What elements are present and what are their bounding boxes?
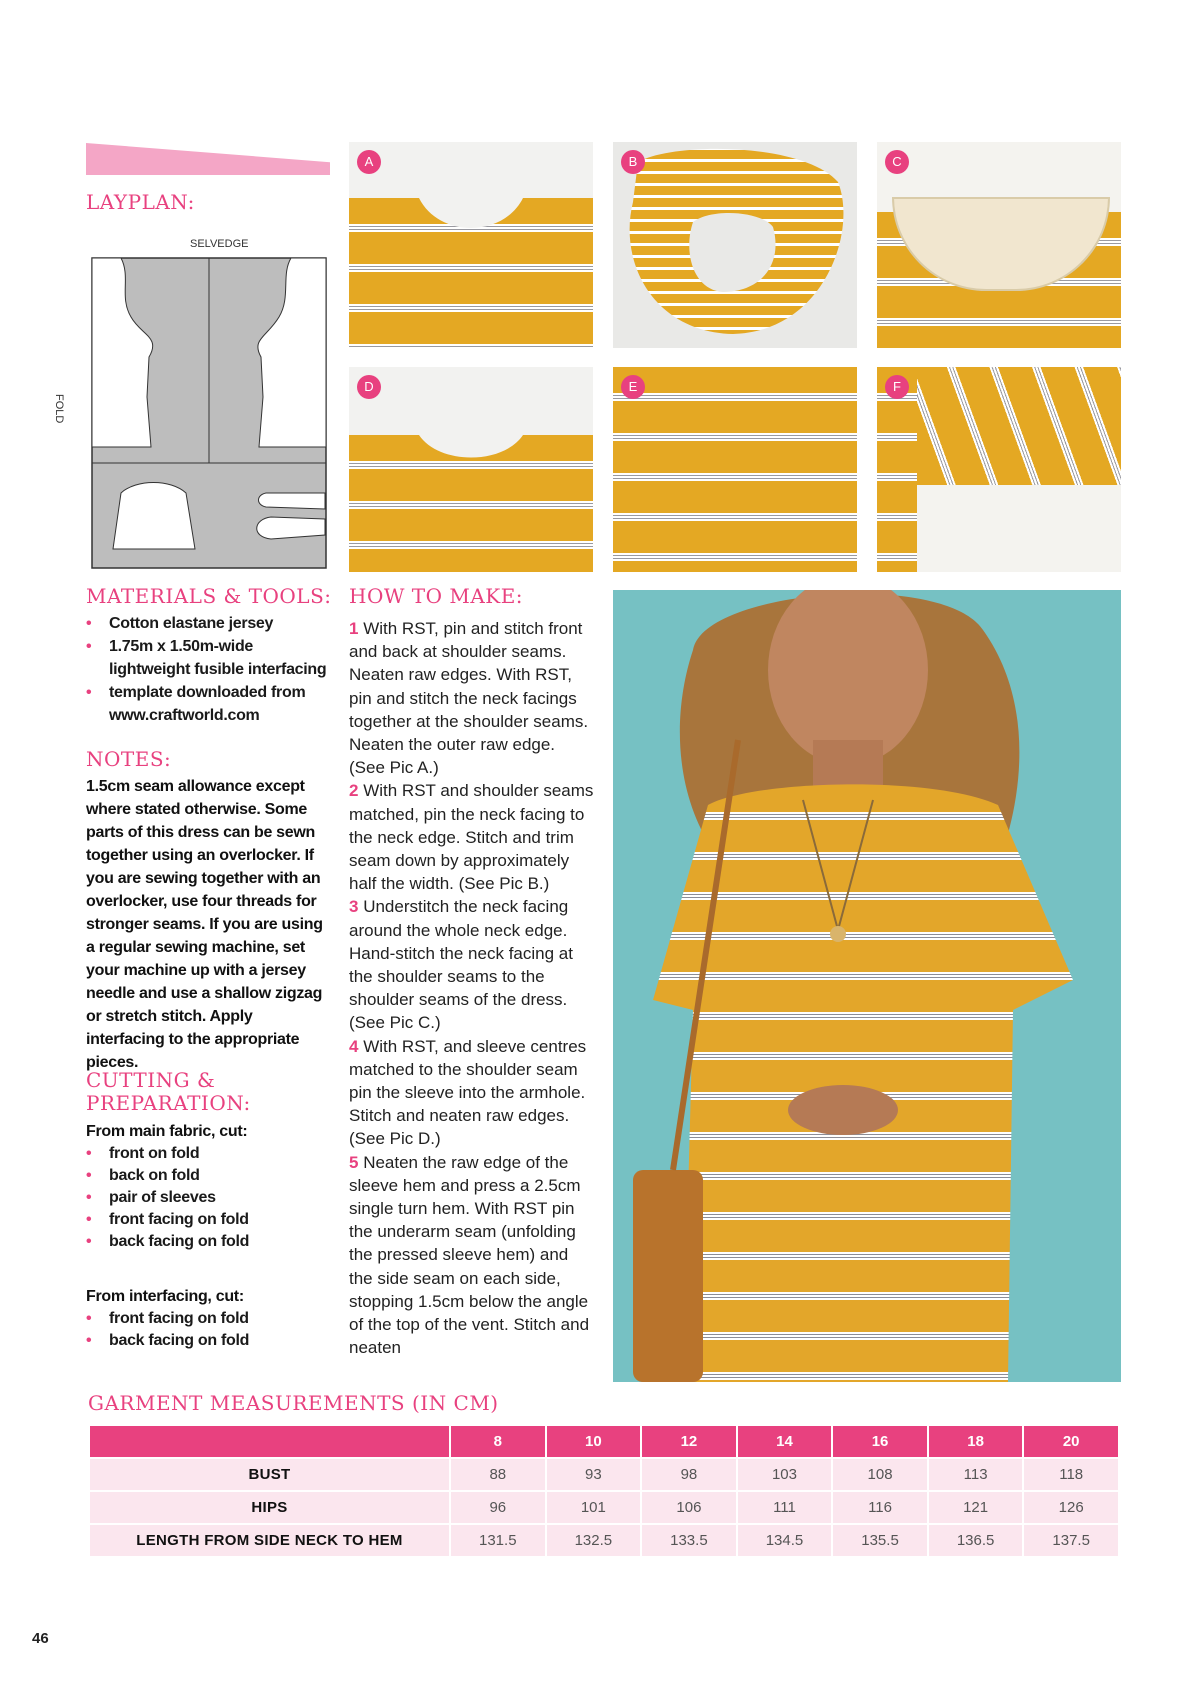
size-header: 16 [833,1426,927,1459]
model-photo [613,590,1121,1382]
howto-step: 2 With RST and shoulder seams matched, pin the neck facing to the neck edge. Stitch and trim seam down by approximately half the width. (See Pic B.) [349,781,594,894]
table-cell: 108 [833,1459,927,1492]
size-header: 10 [547,1426,641,1459]
table-cell: 126 [1024,1492,1118,1525]
table-cell: 132.5 [547,1525,641,1558]
table-cell: 118 [1024,1459,1118,1492]
table-cell: 134.5 [738,1525,832,1558]
howto-step: 3 Understitch the neck facing around the whole neck edge. Hand-stitch the neck facing at the shoulder seams to the shoulder seams of the dress. (See Pic C.) [349,897,573,1033]
size-header: 18 [929,1426,1023,1459]
sleeve-pattern-piece [113,483,195,550]
materials-title: MATERIALS & TOOLS: [86,584,332,608]
table-cell: 131.5 [451,1525,545,1558]
main-fabric-heading: From main fabric, cut: [86,1123,248,1140]
size-header: 20 [1024,1426,1118,1459]
table-cell: 88 [451,1459,545,1492]
photo-label-f: F [885,375,909,399]
size-header: 14 [738,1426,832,1459]
table-cell: 111 [738,1492,832,1525]
cut-item: • front on fold [86,1143,326,1165]
cut-item: • back on fold [86,1165,326,1187]
main-fabric-list [86,1143,326,1253]
howto-step: 4 With RST, and sleeve centres matched to the shoulder seam pin the sleeve into the armhole. Stitch and neaten raw edges. (See Pic D.) [349,1036,587,1149]
table-row [90,1492,1118,1525]
layplan-diagram [91,257,327,569]
interfacing-list [86,1308,326,1352]
howto-step: 5 Neaten the raw edge of the sleeve hem and press a 2.5cm single turn hem. With RST pin the underarm seam (unfolding the pressed sleeve hem) and the side seam on each side, stopping 1.5cm below the angle of the top of the vent. Stitch and neaten [349,1152,590,1358]
table-row [90,1525,1118,1558]
material-item: • Cotton elastane jersey [86,612,336,635]
table-cell: 106 [642,1492,736,1525]
table-cell: 98 [642,1459,736,1492]
notes-text: 1.5cm seam allowance except where stated otherwise. Some parts of this dress can be sewn together using an overlocker. If you are sewing together with an overlocker, use four threads for stronger seams. If you are using a regular sewing machine, set your machine up with a jersey needle and use a shallow zigzag or stretch stitch. Apply interfacing to the appropriate pieces. [86,778,323,1071]
table-cell: 135.5 [833,1525,927,1558]
table-cell: 121 [929,1492,1023,1525]
layplan-title: LAYPLAN: [86,190,195,214]
table-cell: 137.5 [1024,1525,1118,1558]
cut-item: • front facing on fold [86,1209,326,1231]
photo-label-a: A [357,150,381,174]
cutting-title-line2: PREPARATION: [86,1091,251,1115]
table-cell: 133.5 [642,1525,736,1558]
howto-title: HOW TO MAKE: [349,584,524,608]
material-item: • 1.75m x 1.50m-wide lightweight fusible interfacing [86,635,336,681]
cutting-title-line1: CUTTING & [86,1068,216,1092]
table-cell: 101 [547,1492,641,1525]
decorative-pink-bar [86,143,330,175]
back-facing-pattern-piece [257,517,325,539]
material-item: • template downloaded from www.craftworld.com [86,681,336,727]
table-corner-cell [90,1426,449,1459]
row-label: HIPS [90,1492,449,1525]
table-cell: 116 [833,1492,927,1525]
materials-list [86,612,336,727]
size-header: 8 [451,1426,545,1459]
table-cell: 136.5 [929,1525,1023,1558]
cut-item: • pair of sleeves [86,1187,326,1209]
fold-label: FOLD [53,394,65,424]
cut-item: • front facing on fold [86,1308,326,1330]
notes-title: NOTES: [86,747,172,771]
photo-label-c: C [885,150,909,174]
row-label: BUST [90,1459,449,1492]
photo-label-e: E [621,375,645,399]
front-facing-pattern-piece [259,493,326,509]
step-photo-a [349,142,593,348]
cut-item: • back facing on fold [86,1330,326,1352]
step-photo-e [613,367,857,572]
step-photo-f [877,367,1121,572]
howto-steps [349,617,594,1360]
howto-step: 1 With RST, pin and stitch front and back at shoulder seams. Neaten raw edges. With RST, pin and stitch the neck facings together at the shoulder seams. Neaten the outer raw edge. (See Pic A.) [349,619,589,778]
row-label: LENGTH FROM SIDE NECK TO HEM [90,1525,449,1558]
step-photo-c [877,142,1121,348]
measurements-table [88,1426,1120,1558]
table-cell: 93 [547,1459,641,1492]
selvedge-label: SELVEDGE [190,238,249,250]
measurements-title: GARMENT MEASUREMENTS (IN CM) [88,1391,499,1415]
table-cell: 103 [738,1459,832,1492]
table-cell: 113 [929,1459,1023,1492]
cut-item: • back facing on fold [86,1231,326,1253]
page-number: 46 [32,1630,49,1647]
size-header: 12 [642,1426,736,1459]
photo-label-b: B [621,150,645,174]
step-photo-b [613,142,857,348]
table-cell: 96 [451,1492,545,1525]
table-header-row [90,1426,1118,1459]
interfacing-heading: From interfacing, cut: [86,1288,244,1305]
table-row [90,1459,1118,1492]
step-photo-d [349,367,593,572]
photo-label-d: D [357,375,381,399]
